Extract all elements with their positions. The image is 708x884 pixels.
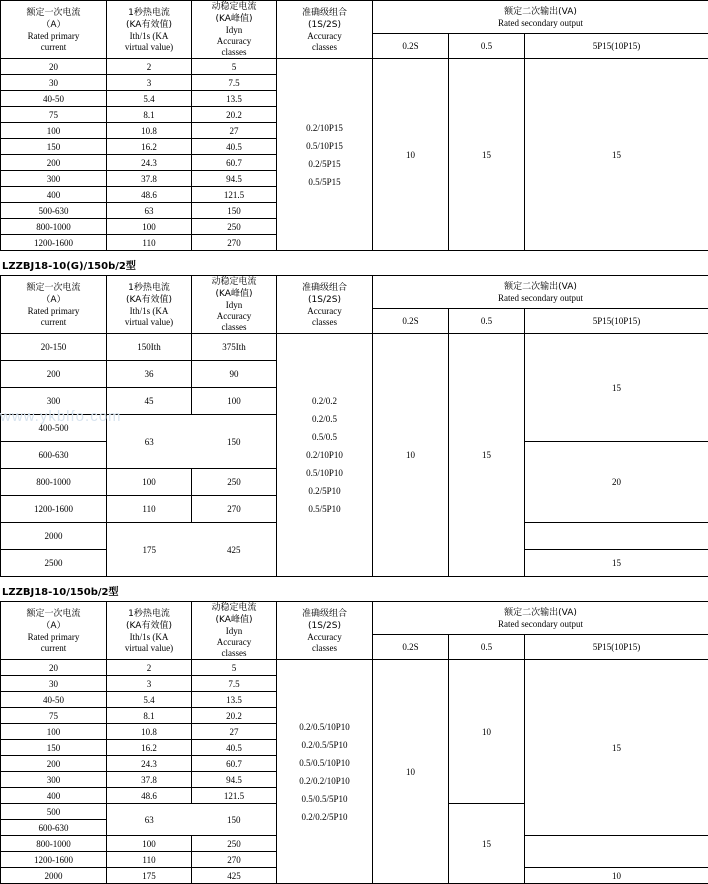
cell-ith: 110 <box>107 235 192 251</box>
cell-idyn: 5 <box>192 660 277 676</box>
cell-idyn: 270 <box>192 496 277 523</box>
cell-idyn: 20.2 <box>192 708 277 724</box>
header-dynamic-current: 动稳定电流 (KA峰值) Idyn Accuracy classes <box>192 1 277 59</box>
watermark: www.ykblfo.com <box>0 408 122 425</box>
cell-ith: 37.8 <box>107 772 192 788</box>
cell-ith: 3 <box>107 75 192 91</box>
header-accuracy-classes: 准确级组合 (1S/2S) Accuracy classes <box>277 276 373 334</box>
table-header-row <box>1 1 708 34</box>
header-rated-primary-current: 额定一次电流 （A） Rated primary current <box>1 1 107 59</box>
cell-ith: 24.3 <box>107 756 192 772</box>
cell-primary: 500-630 <box>1 203 107 219</box>
cell-accuracy-group: 0.2/0.5/10P10 0.2/0.5/5P10 0.5/0.5/10P10 0.2/0.2/10P10 0.5/0.5/5P10 0.2/0.2/5P10 <box>277 660 373 884</box>
cell-idyn: 150 <box>192 415 277 469</box>
cell-ith: 5.4 <box>107 692 192 708</box>
cell-idyn: 7.5 <box>192 75 277 91</box>
cell-idyn: 100 <box>192 388 277 415</box>
header-thermal-current: 1秒热电流 (KA有效值) Ith/1s (KA virtual value) <box>107 276 192 334</box>
cell-primary: 200 <box>1 756 107 772</box>
cell-primary: 600-630 <box>1 442 107 469</box>
table-header-row <box>1 276 708 309</box>
cell-primary: 500 <box>1 804 107 820</box>
subheader-5p15: 5P15(10P15) <box>525 635 708 660</box>
header-rated-primary-current: 额定一次电流 （A） Rated primary current <box>1 602 107 660</box>
cell-idyn: 94.5 <box>192 171 277 187</box>
cell-output-5p15-c: 15 <box>525 550 708 577</box>
cell-idyn: 27 <box>192 123 277 139</box>
cell-ith: 110 <box>107 496 192 523</box>
cell-ith: 63 <box>107 203 192 219</box>
cell-primary: 30 <box>1 676 107 692</box>
cell-idyn: 40.5 <box>192 139 277 155</box>
cell-primary: 20 <box>1 660 107 676</box>
cell-ith: 110 <box>107 852 192 868</box>
cell-primary: 75 <box>1 107 107 123</box>
subheader-02s: 0.2S <box>373 635 449 660</box>
header-rated-secondary-output: 额定二次输出(VA) Rated secondary output <box>373 602 708 635</box>
cell-idyn: 13.5 <box>192 692 277 708</box>
subheader-02s: 0.2S <box>373 34 449 59</box>
cell-idyn: 94.5 <box>192 772 277 788</box>
table-row <box>1 334 708 361</box>
spec-table-3 <box>0 601 708 884</box>
spec-table-2 <box>0 275 708 577</box>
header-dynamic-current: 动稳定电流 (KA峰值) Idyn Accuracy classes <box>192 276 277 334</box>
cell-primary: 600-630 <box>1 820 107 836</box>
cell-primary: 100 <box>1 724 107 740</box>
header-accuracy-classes: 准确级组合 (1S/2S) Accuracy classes <box>277 602 373 660</box>
cell-primary: 300 <box>1 772 107 788</box>
cell-primary: 1200-1600 <box>1 852 107 868</box>
header-dynamic-current: 动稳定电流 (KA峰值) Idyn Accuracy classes <box>192 602 277 660</box>
cell-idyn: 150 <box>192 804 277 836</box>
cell-idyn: 425 <box>192 523 277 577</box>
cell-idyn: 5 <box>192 59 277 75</box>
cell-ith: 2 <box>107 660 192 676</box>
header-rated-secondary-output: 额定二次输出(VA) Rated secondary output <box>373 276 708 309</box>
cell-primary: 1200-1600 <box>1 235 107 251</box>
cell-ith: 100 <box>107 219 192 235</box>
subheader-05: 0.5 <box>449 34 525 59</box>
subheader-05: 0.5 <box>449 635 525 660</box>
cell-output-05-a: 10 <box>449 660 525 804</box>
subheader-02s: 0.2S <box>373 309 449 334</box>
cell-accuracy-group: 0.2/10P15 0.5/10P15 0.2/5P15 0.5/5P15 <box>277 59 373 251</box>
cell-ith: 5.4 <box>107 91 192 107</box>
cell-idyn: 250 <box>192 836 277 852</box>
subheader-5p15: 5P15(10P15) <box>525 309 708 334</box>
cell-ith: 8.1 <box>107 107 192 123</box>
cell-output-02s: 10 <box>373 334 449 577</box>
cell-ith: 175 <box>107 868 192 884</box>
cell-ith: 175 <box>107 523 192 577</box>
cell-primary: 100 <box>1 123 107 139</box>
cell-idyn: 121.5 <box>192 187 277 203</box>
cell-ith: 3 <box>107 676 192 692</box>
cell-ith: 63 <box>107 415 192 469</box>
cell-ith: 100 <box>107 836 192 852</box>
cell-primary: 800-1000 <box>1 469 107 496</box>
cell-primary: 20-150 <box>1 334 107 361</box>
cell-primary: 400 <box>1 187 107 203</box>
table-row <box>1 660 708 676</box>
cell-idyn: 13.5 <box>192 91 277 107</box>
cell-primary: 20 <box>1 59 107 75</box>
cell-ith: 10.8 <box>107 123 192 139</box>
cell-ith: 24.3 <box>107 155 192 171</box>
cell-primary: 30 <box>1 75 107 91</box>
model-title-3: LZZBJ18-10/150b/2型 <box>0 577 708 601</box>
cell-ith: 63 <box>107 804 192 836</box>
cell-ith: 8.1 <box>107 708 192 724</box>
cell-primary: 150 <box>1 740 107 756</box>
cell-idyn: 121.5 <box>192 788 277 804</box>
cell-output-5p15-b: 10 <box>525 868 708 884</box>
cell-idyn: 60.7 <box>192 155 277 171</box>
cell-output-5p15-b: 20 <box>525 442 708 523</box>
table-header-row <box>1 602 708 635</box>
cell-primary: 300 <box>1 388 107 415</box>
cell-ith: 48.6 <box>107 788 192 804</box>
cell-idyn: 7.5 <box>192 676 277 692</box>
cell-ith: 10.8 <box>107 724 192 740</box>
cell-output-02s: 10 <box>373 59 449 251</box>
cell-primary: 40-50 <box>1 692 107 708</box>
cell-primary: 2000 <box>1 868 107 884</box>
header-thermal-current: 1秒热电流 (KA有效值) Ith/1s (KA virtual value) <box>107 1 192 59</box>
cell-output-05: 15 <box>449 59 525 251</box>
header-rated-primary-current: 额定一次电流 （A） Rated primary current <box>1 276 107 334</box>
cell-primary: 40-50 <box>1 91 107 107</box>
cell-primary: 400-500 <box>1 415 107 442</box>
cell-idyn: 60.7 <box>192 756 277 772</box>
subheader-05: 0.5 <box>449 309 525 334</box>
table-row <box>1 59 708 75</box>
cell-ith: 48.6 <box>107 187 192 203</box>
cell-idyn: 150 <box>192 203 277 219</box>
cell-ith: 16.2 <box>107 139 192 155</box>
cell-primary: 400 <box>1 788 107 804</box>
cell-output-05: 15 <box>449 334 525 577</box>
cell-output-05-b: 15 <box>449 804 525 884</box>
cell-output-5p15-a: 15 <box>525 660 708 836</box>
cell-ith: 150Ith <box>107 334 192 361</box>
cell-ith: 100 <box>107 469 192 496</box>
subheader-5p15: 5P15(10P15) <box>525 34 708 59</box>
cell-ith: 2 <box>107 59 192 75</box>
model-title-2: LZZBJ18-10(G)/150b/2型 <box>0 251 708 275</box>
cell-output-02s: 10 <box>373 660 449 884</box>
cell-primary: 1200-1600 <box>1 496 107 523</box>
cell-idyn: 250 <box>192 219 277 235</box>
cell-idyn: 375Ith <box>192 334 277 361</box>
cell-accuracy-group: 0.2/0.2 0.2/0.5 0.5/0.5 0.2/10P10 0.5/10P10 0.2/5P10 0.5/5P10 <box>277 334 373 577</box>
header-rated-secondary-output: 额定二次输出(VA) Rated secondary output <box>373 1 708 34</box>
cell-primary: 75 <box>1 708 107 724</box>
spec-table-1 <box>0 0 708 251</box>
header-accuracy-classes: 准确级组合 (1S/2S) Accuracy classes <box>277 1 373 59</box>
cell-idyn: 40.5 <box>192 740 277 756</box>
header-thermal-current: 1秒热电流 (KA有效值) Ith/1s (KA virtual value) <box>107 602 192 660</box>
cell-primary: 800-1000 <box>1 836 107 852</box>
cell-ith: 16.2 <box>107 740 192 756</box>
cell-idyn: 20.2 <box>192 107 277 123</box>
cell-primary: 2500 <box>1 550 107 577</box>
cell-primary: 2000 <box>1 523 107 550</box>
cell-ith: 45 <box>107 388 192 415</box>
cell-primary: 200 <box>1 155 107 171</box>
cell-ith: 36 <box>107 361 192 388</box>
cell-idyn: 425 <box>192 868 277 884</box>
cell-primary: 150 <box>1 139 107 155</box>
cell-output-5p15-a: 15 <box>525 334 708 442</box>
cell-ith: 37.8 <box>107 171 192 187</box>
cell-idyn: 90 <box>192 361 277 388</box>
cell-idyn: 27 <box>192 724 277 740</box>
cell-idyn: 250 <box>192 469 277 496</box>
cell-idyn: 270 <box>192 852 277 868</box>
cell-primary: 300 <box>1 171 107 187</box>
cell-primary: 800-1000 <box>1 219 107 235</box>
cell-primary: 200 <box>1 361 107 388</box>
cell-output-5p15: 15 <box>525 59 708 251</box>
cell-idyn: 270 <box>192 235 277 251</box>
